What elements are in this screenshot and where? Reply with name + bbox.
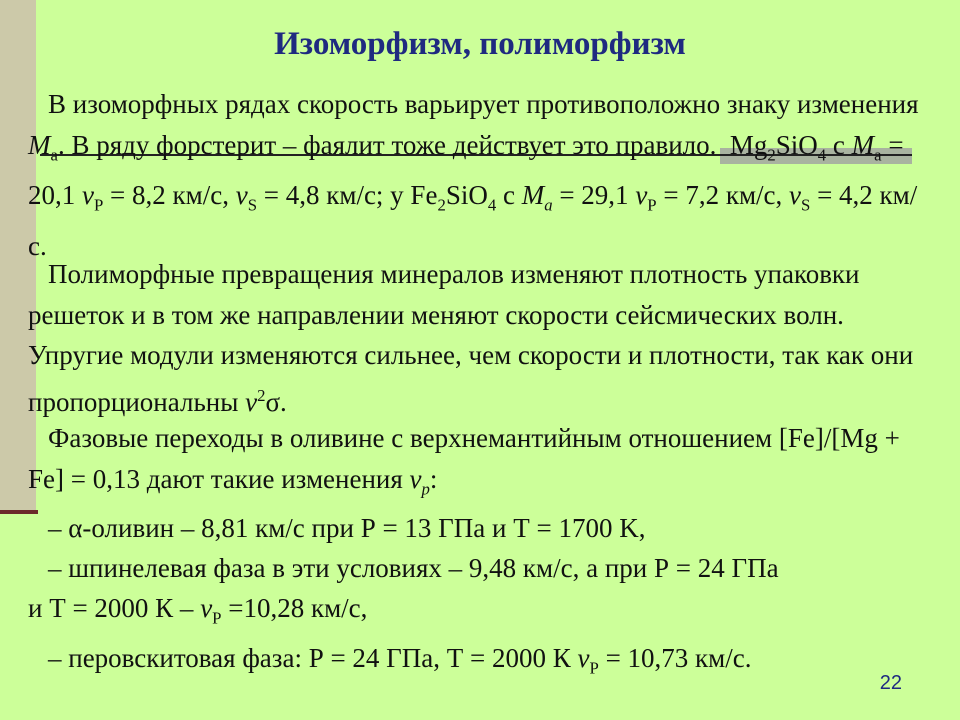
list-item-alpha-olivine: – α-оливин – 8,81 км/с при Р = 13 ГПа и Т = 1700 K,: [48, 513, 646, 543]
slide-title: Изоморфизм, полиморфизм: [274, 26, 686, 62]
list-item-spinel-phase: – шпинелевая фаза в эти условиях – 9,48 км/с, а при Р = 24 ГПа: [48, 553, 779, 583]
paragraph-isomorphism: В изоморфных рядах скорость варьирует противоположно знаку изменения $M_a$. В ряду форстерит – фаялит тоже действует это правило. $Mg_2SiO_4$ с $M_a = 20,1$ $v_P = 8,2$ км/с, $v_S = 4,8$ км/с; у $Fe_2SiO_4$ с $M_a = 29,1$ $v_P = 7,2$ км/с, $v_S = 4,2$ км/с.: [28, 89, 919, 262]
list-item-perovskite-phase: – перовскитовая фаза: Р = 24 ГПа, Т = 2000 К $v_P = 10,73$ км/с.: [48, 643, 752, 678]
page-number: 22: [879, 672, 902, 694]
paragraph-polymorphism: Полиморфные превращения минералов изменяют плотность упаковки решеток и в том же направлении меняют скорости сейсмических волн. Упругие модули изменяются сильнее, чем скорости и плотности, так как они пропорциональны $v^2\sigma$.: [28, 259, 914, 417]
paragraph-phase-transitions: Фазовые переходы в оливине с верхнемантийным отношением [Fe]/[Mg + Fe] = 0,13 дают такие изменения $v_p$:: [28, 423, 900, 498]
list-item-spinel-phase-cont: и Т = 2000 $К - v_P =10,28$ км/с,: [28, 593, 368, 628]
